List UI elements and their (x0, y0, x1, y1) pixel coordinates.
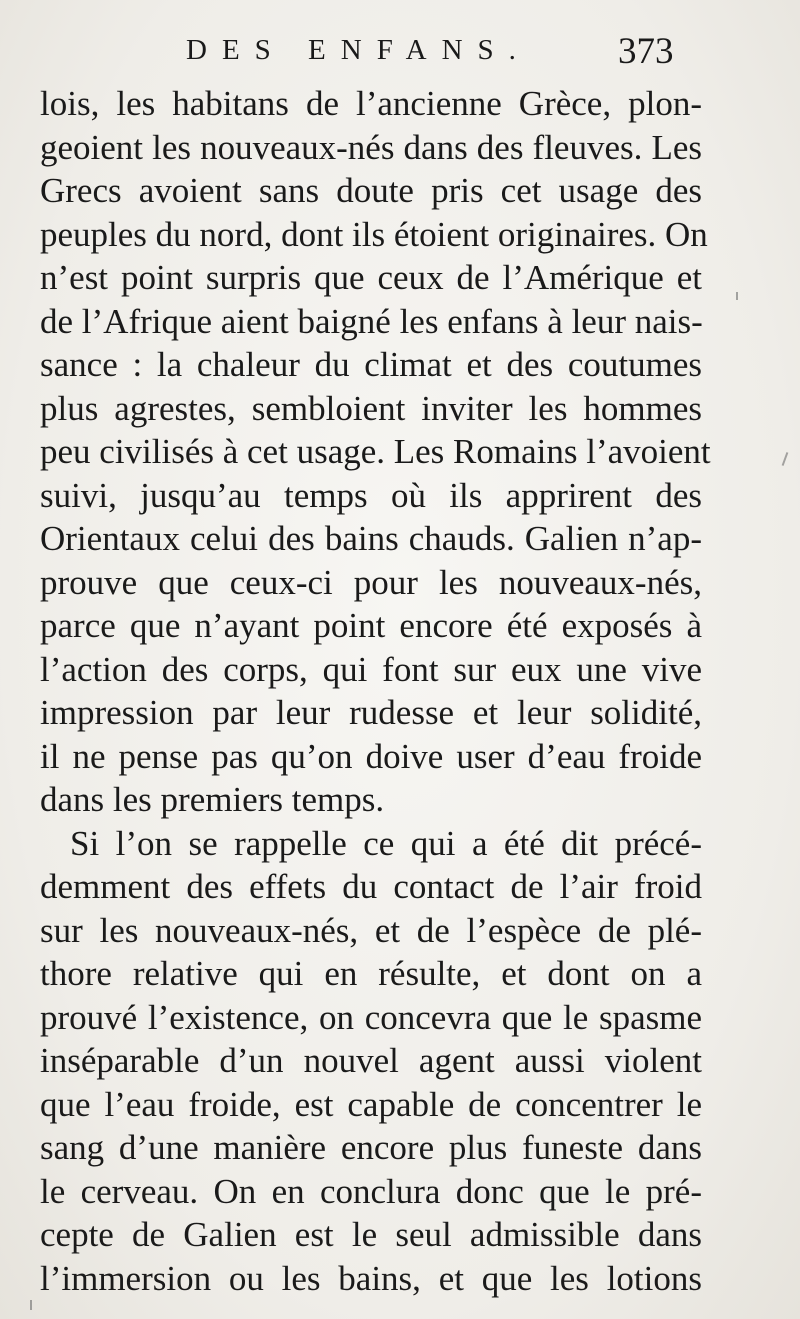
text-line: le cerveau. On en conclura donc que le pré- (40, 1171, 702, 1211)
text-line: sance : la chaleur du climat et des coutumes (40, 345, 702, 384)
text-line: cepte de Galien est le seul admissible dans (40, 1215, 702, 1254)
text-line: il ne pense pas qu’on doive user d’eau froide (40, 736, 702, 776)
running-head (0, 28, 800, 78)
paragraph-1 (40, 82, 711, 822)
text-line: thore relative qui en résulte, et dont on a (40, 954, 702, 993)
text-line: Orientaux celui des bains chauds. Galien n’ap- (40, 519, 702, 558)
text-line: impression par leur rudesse et leur solidité, (40, 693, 702, 732)
text-line: parce que n’ayant point encore été exposés à (40, 606, 702, 645)
text-line: inséparable d’un nouvel agent aussi violent (40, 1041, 702, 1080)
text-line: l’immersion ou les bains, et que les lotions (40, 1258, 702, 1298)
running-title: DES ENFANS. (186, 34, 531, 66)
text-line: prouve que ceux-ci pour les nouveaux-nés, (40, 562, 702, 602)
paper-speck (782, 452, 789, 466)
text-line: Si l’on se rappelle ce qui a été dit précé- (70, 823, 702, 863)
text-line: prouvé l’existence, on concevra que le spasme (40, 997, 702, 1037)
text-line: demment des effets du contact de l’air froid (40, 867, 702, 906)
body-text (40, 82, 711, 1300)
text-line: peuples du nord, dont ils étoient originaires. On (40, 214, 708, 254)
paper-speck (30, 1300, 32, 1310)
text-line: n’est point surpris que ceux de l’Amérique et (40, 258, 702, 297)
text-line: geoient les nouveaux-nés dans des fleuves. Les (40, 127, 702, 167)
text-line: dans les premiers temps. (40, 780, 385, 819)
paragraph-2 (40, 822, 702, 1301)
text-line: sur les nouveaux-nés, et de l’espèce de plé- (40, 910, 702, 950)
text-line: peu civilisés à cet usage. Les Romains l’avoient (40, 432, 711, 471)
text-line: l’action des corps, qui font sur eux une vive (40, 649, 702, 689)
text-line: Grecs avoient sans doute pris cet usage des (40, 171, 702, 210)
text-line: que l’eau froide, est capable de concentrer le (40, 1084, 702, 1124)
text-line: suivi, jusqu’au temps où ils apprirent des (40, 475, 702, 515)
paper-speck (736, 292, 738, 300)
text-line: sang d’une manière encore plus funeste dans (40, 1128, 702, 1167)
text-line: lois, les habitans de l’ancienne Grèce, plon- (40, 84, 702, 123)
page-number: 373 (618, 31, 674, 72)
text-line: plus agrestes, sembloient inviter les hommes (40, 388, 702, 428)
text-line: de l’Afrique aient baigné les enfans à leur nais- (40, 301, 703, 341)
